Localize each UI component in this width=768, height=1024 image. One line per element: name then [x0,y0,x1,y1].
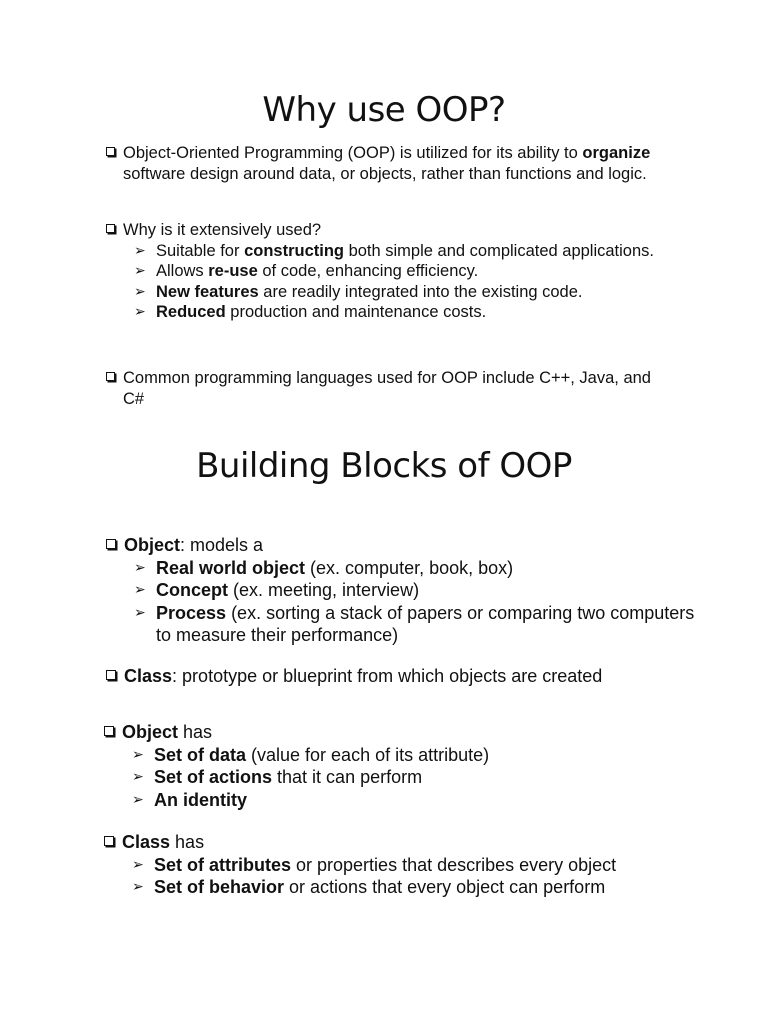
list-item: ➢ Set of behavior or actions that every object can perform [132,877,606,897]
arrow-bullet-icon: ➢ [134,304,146,320]
list-item: ➢ An identity [132,789,247,810]
list-item: ➢ Set of actions that it can perform [132,767,423,787]
checkbox-bullet-icon [106,670,116,680]
paragraph-text: Object has [122,722,213,742]
list-item: ➢ New features are readily integrated into the existing code. [134,282,583,301]
list-item: ➢ Allows re-use of code, enhancing efficiency. [134,262,479,280]
arrow-bullet-icon: ➢ [132,879,144,895]
object-models-list [104,557,704,647]
list-item: ➢ Reduced production and maintenance costs. [134,303,487,321]
paragraph-text: Object: models a [124,535,264,555]
paragraph-object-models [104,534,704,647]
arrow-bullet-icon: ➢ [132,769,144,785]
checkbox-bullet-icon [106,539,116,549]
list-item: ➢ Suitable for constructing both simple and complicated applications. [134,241,654,260]
arrow-bullet-icon: ➢ [134,283,146,300]
checkbox-bullet-icon [106,147,115,156]
list-item: ➢ Set of attributes or properties that describes every object [132,854,617,875]
paragraph-class-has [102,831,702,899]
arrow-bullet-icon: ➢ [134,559,146,576]
checkbox-bullet-icon [106,372,115,381]
paragraph-class-definition [104,665,704,688]
paragraph-text: Why is it extensively used? [123,221,322,239]
paragraph-text: Common programming languages used for OOP include C++, Java, and C# [123,369,651,408]
arrow-bullet-icon: ➢ [134,263,146,279]
list-item: ➢ Concept (ex. meeting, interview) [134,580,420,600]
paragraph-text: Object-Oriented Programming (OOP) is utilized for its ability to organize software design around data, or objects, rather than functions and logic. [123,144,651,183]
arrow-bullet-icon: ➢ [132,791,144,808]
paragraph-object-has [102,721,702,811]
section-title-why-use-oop: Why use OOP? [262,90,506,130]
checkbox-bullet-icon [104,836,114,846]
list-item: ➢ Real world object (ex. computer, book, box) [134,557,514,578]
paragraph-text: Class: prototype or blueprint from which objects are created [124,666,603,686]
checkbox-bullet-icon [106,224,115,233]
class-has-list [102,854,702,899]
why-used-list [104,241,664,323]
checkbox-bullet-icon [104,726,114,736]
paragraph-oop-definition [104,143,664,184]
arrow-bullet-icon: ➢ [134,242,146,259]
object-has-list [102,744,702,812]
paragraph-languages [104,368,664,409]
list-item: ➢ Process (ex. sorting a stack of papers or comparing two computers to measure their performance) [134,602,695,645]
section-title-building-blocks: Building Blocks of OOP [196,446,572,486]
paragraph-text: Class has [122,832,205,852]
arrow-bullet-icon: ➢ [132,746,144,763]
list-item: ➢ Set of data (value for each of its attribute) [132,744,490,765]
arrow-bullet-icon: ➢ [132,856,144,873]
paragraph-why-used [104,220,664,323]
arrow-bullet-icon: ➢ [134,604,146,621]
arrow-bullet-icon: ➢ [134,582,146,598]
